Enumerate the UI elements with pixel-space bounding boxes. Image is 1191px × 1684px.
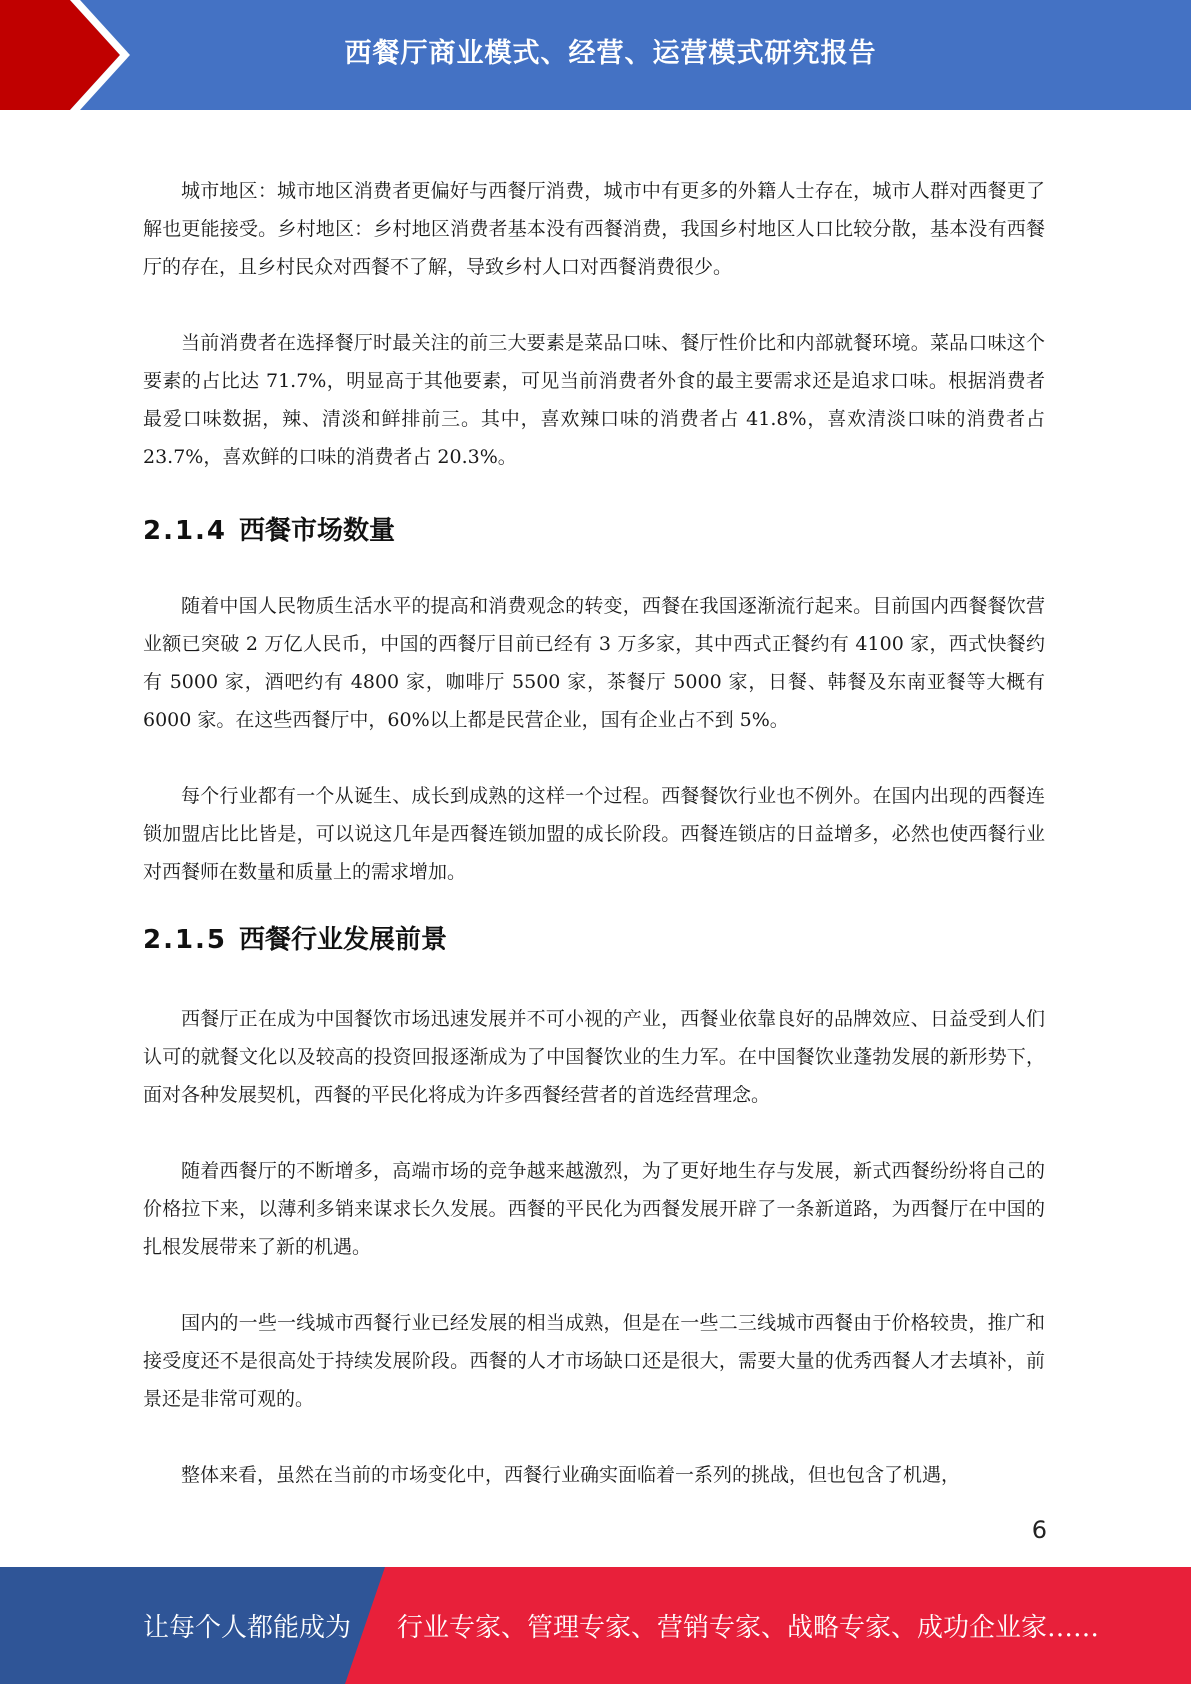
page-header: [0, 0, 1191, 110]
document-body: [143, 172, 1045, 1494]
footer-slogan-left: 让每个人都能成为: [143, 1613, 352, 1643]
page-footer: [0, 1567, 1191, 1684]
section-number: 2.1.5: [143, 925, 228, 955]
paragraph: 随着中国人民物质生活水平的提高和消费观念的转变，西餐在我国逐渐流行起来。目前国内西餐餐饮营业额已突破 2 万亿人民币，中国的西餐厅目前已经有 3 万多家，其中西式正餐约有 4100 家，西式快餐约有 5000 家，酒吧约有 4800 家，咖啡厅 5500 家，茶餐厅 5000 家，日餐、韩餐及东南亚餐等大概有 6000 家。在这些西餐厅中，60%以上都是民营企业，国有企业占不到 5%。: [143, 595, 1045, 731]
paragraph: 西餐厅正在成为中国餐饮市场迅速发展并不可小视的产业，西餐业依靠良好的品牌效应、日益受到人们认可的就餐文化以及较高的投资回报逐渐成为了中国餐饮业的生力军。在中国餐饮业蓬勃发展的新形势下，面对各种发展契机，西餐的平民化将成为许多西餐经营者的首选经营理念。: [143, 1008, 1045, 1106]
report-title: 西餐厅商业模式、经营、运营模式研究报告: [344, 37, 877, 69]
section-number: 2.1.4: [143, 516, 228, 546]
page-number: 6: [1031, 1516, 1047, 1544]
paragraph: 整体来看，虽然在当前的市场变化中，西餐行业确实面临着一系列的挑战，但也包含了机遇，: [181, 1464, 961, 1486]
section-title: 西餐市场数量: [239, 516, 396, 546]
paragraph: 当前消费者在选择餐厅时最关注的前三大要素是菜品口味、餐厅性价比和内部就餐环境。菜品口味这个要素的占比达 71.7%，明显高于其他要素，可见当前消费者外食的最主要需求还是追求口味。根据消费者最爱口味数据，辣、清淡和鲜排前三。其中，喜欢辣口味的消费者占 41.8%，喜欢清淡口味的消费者占 23.7%，喜欢鲜的口味的消费者占 20.3%。: [143, 332, 1045, 468]
paragraph: 城市地区：城市地区消费者更偏好与西餐厅消费，城市中有更多的外籍人士存在，城市人群对西餐更了解也更能接受。乡村地区：乡村地区消费者基本没有西餐消费，我国乡村地区人口比较分散，基本没有西餐厅的存在，且乡村民众对西餐不了解，导致乡村人口对西餐消费很少。: [143, 180, 1045, 278]
paragraph: 每个行业都有一个从诞生、成长到成熟的这样一个过程。西餐餐饮行业也不例外。在国内出现的西餐连锁加盟店比比皆是，可以说这几年是西餐连锁加盟的成长阶段。西餐连锁店的日益增多，必然也使西餐行业对西餐师在数量和质量上的需求增加。: [143, 785, 1045, 883]
section-heading: [143, 919, 1045, 956]
section-heading: [143, 510, 1045, 547]
section-title: 西餐行业发展前景: [239, 925, 448, 955]
paragraph: 国内的一些一线城市西餐行业已经发展的相当成熟，但是在一些二三线城市西餐由于价格较贵，推广和接受度还不是很高处于持续发展阶段。西餐的人才市场缺口还是很大，需要大量的优秀西餐人才去填补，前景还是非常可观的。: [143, 1312, 1045, 1410]
footer-slogan-right: 行业专家、管理专家、营销专家、战略专家、成功企业家……: [397, 1613, 1100, 1643]
paragraph: 随着西餐厅的不断增多，高端市场的竞争越来越激烈，为了更好地生存与发展，新式西餐纷纷将自己的价格拉下来，以薄利多销来谋求长久发展。西餐的平民化为西餐发展开辟了一条新道路，为西餐厅在中国的扎根发展带来了新的机遇。: [143, 1160, 1045, 1258]
